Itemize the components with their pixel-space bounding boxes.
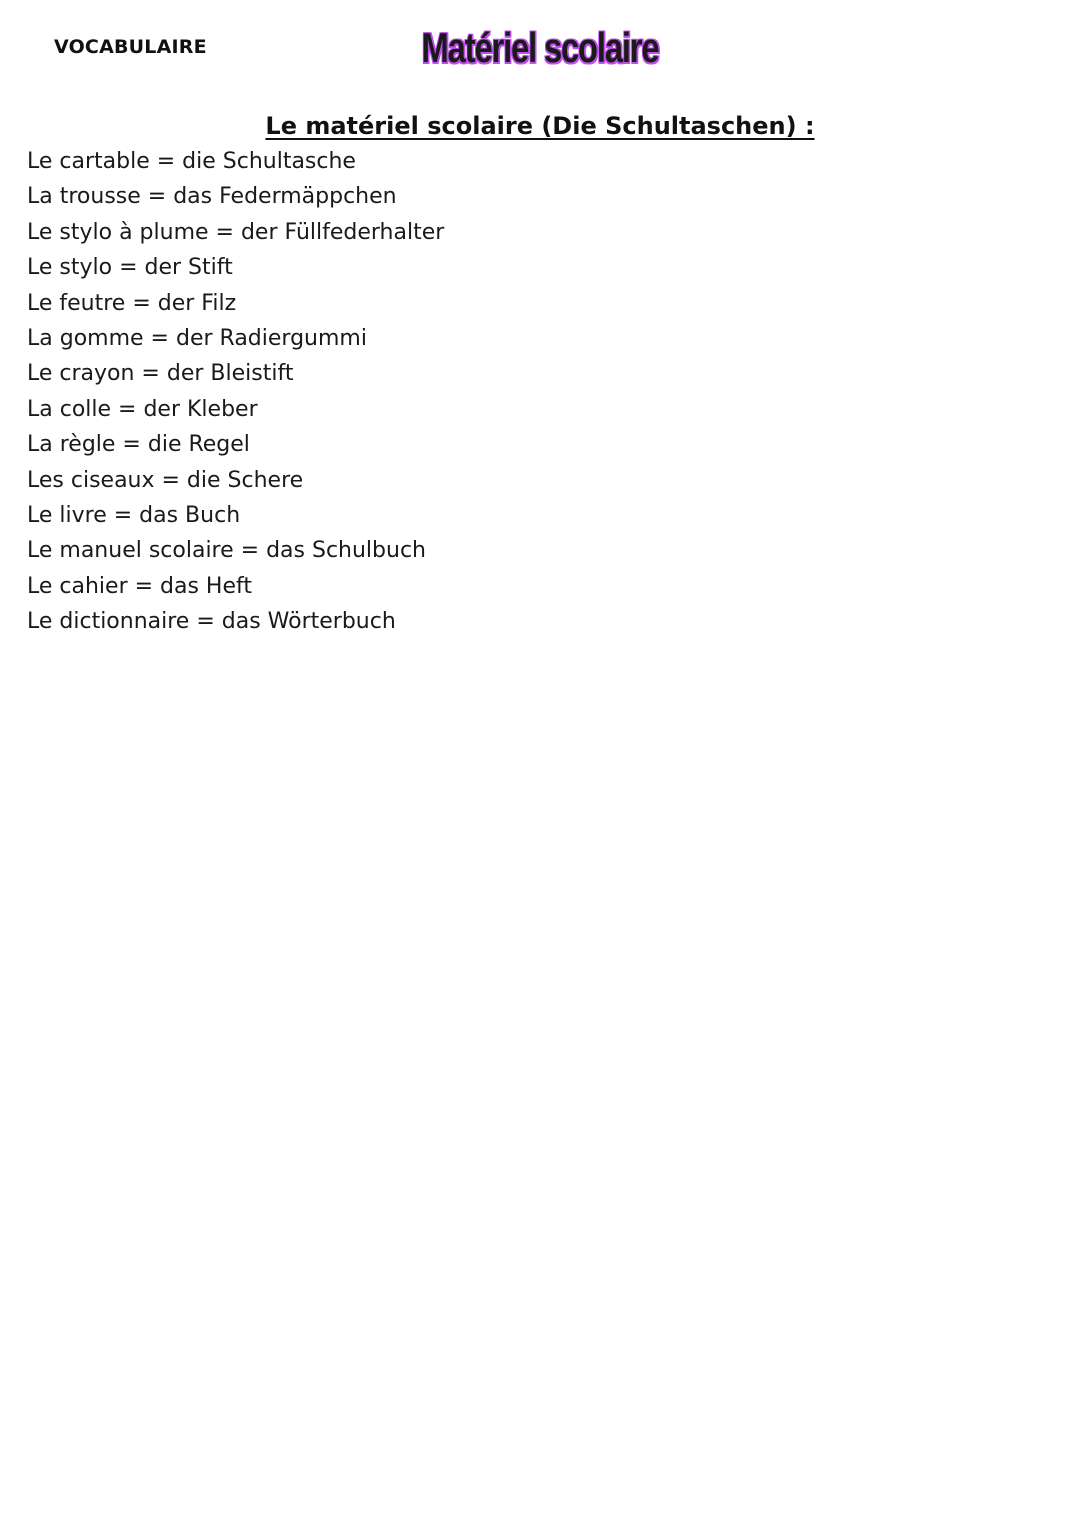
- page-title: Matériel scolaire: [421, 24, 659, 71]
- list-item: Le feutre = der Filz: [27, 290, 237, 316]
- list-item: La trousse = das Federmäppchen: [27, 184, 397, 210]
- list-item: Le crayon = der Bleistift: [27, 361, 294, 387]
- list-item: Le livre = das Buch: [27, 502, 241, 528]
- list-item: La règle = die Regel: [27, 432, 250, 458]
- list-item: Le manuel scolaire = das Schulbuch: [27, 538, 426, 564]
- list-item: Le stylo = der Stift: [27, 255, 233, 281]
- list-item: Le cartable = die Schultasche: [27, 149, 356, 174]
- list-item: Le dictionnaire = das Wörterbuch: [27, 609, 396, 635]
- vocabulary-list: [27, 144, 444, 639]
- list-item: Le cahier = das Heft: [27, 573, 252, 599]
- list-item: Le stylo à plume = der Füllfederhalter: [27, 219, 445, 245]
- list-item: La colle = der Kleber: [27, 396, 258, 422]
- list-item: Les ciseaux = die Schere: [27, 467, 304, 493]
- list-heading: Le matériel scolaire (Die Schultaschen) :: [265, 112, 815, 140]
- list-item: La gomme = der Radiergummi: [27, 325, 367, 351]
- section-label: VOCABULAIRE: [54, 36, 207, 58]
